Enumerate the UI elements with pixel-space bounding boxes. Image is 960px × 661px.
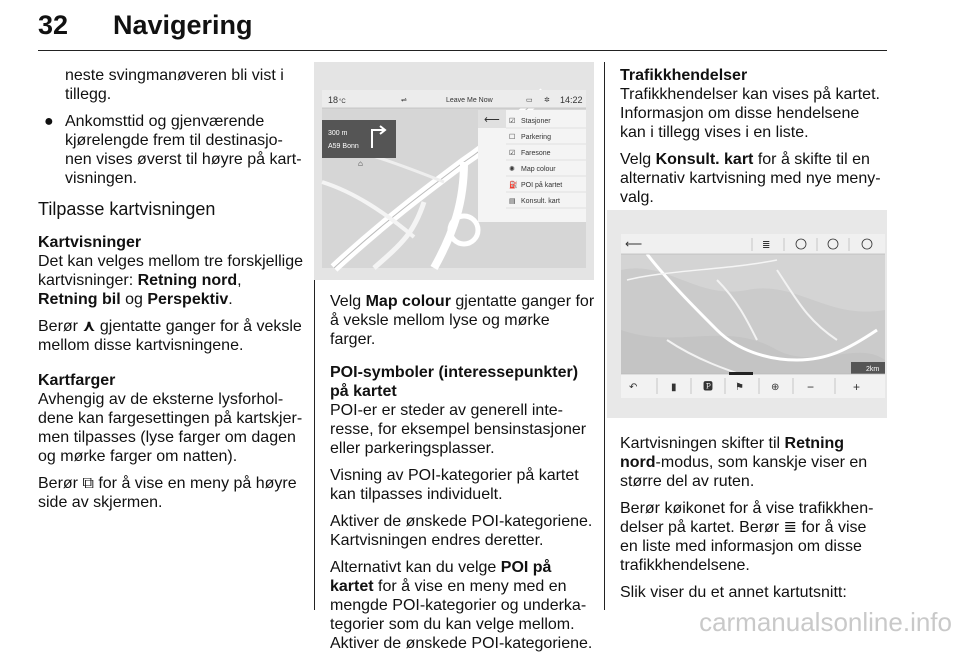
fuel-icon[interactable]: ▮ [671,382,677,393]
poi-filter-icon[interactable]: ⚑ [735,382,744,393]
menu-icon: ⧉ [82,475,94,492]
back-arrow-icon-2[interactable]: ⟵ [625,237,643,251]
active-tab-indicator [729,372,753,375]
list-icon: ≣ [783,519,798,536]
paragraph-traffic-list: Berør køikonet for å vise trafikkhen-delser på kartet. Berør ≣ for å vise en liste med informasjon om disse trafikkhendelsene. [620,500,874,574]
checkbox-empty-icon: ☐ [509,134,516,141]
back-arrow-icon[interactable]: ⟵ [484,114,500,126]
watermark: carmanualsonline.info [699,607,952,637]
paragraph-other-view: Slik viser du et annet kartutsnitt: [620,584,847,601]
traffic-list-icon[interactable]: ≣ [762,240,771,251]
zoom-in-icon[interactable]: + [853,380,861,394]
paragraph-poi-intro: POI-er er steder av generell inte-resse, for eksempel bensinstasjoner eller parkeringsplasser. [330,402,587,457]
menu-item-poi[interactable]: POI på kartet [521,182,563,189]
column-2 [330,292,596,661]
turn-distance: 300 m [328,130,348,137]
page-title: Navigering [113,10,253,40]
map-view-icon: ⋏ [82,318,96,335]
paragraph-poi-menu: Alternativt kan du velge POI på kartet for å vise en meny med en mengde POI-kategorier og underka-tegorier som du kan velge mellom. Aktiver de ønskede POI-kategoriene. [330,559,593,652]
paragraph-traffic: Trafikkhendelser kan vises på kartet. Informasjon om disse hendelsene kan i tillegg vises i en liste. [620,86,880,141]
parking-icon[interactable]: 🅿 [703,382,713,393]
paragraph-map-colour: Velg Map colour gjentatte ganger for å veksle mellom lyse og mørke farger. [330,293,595,348]
usb-icon: ⇌ [401,97,407,104]
map-icon: ▤ [509,198,516,205]
column-3 [620,66,888,215]
heading-poi: POI-symboler (interessepunkter) på kartet [330,364,579,400]
column-divider-2 [604,62,605,610]
paragraph-kartvisninger: Det kan velges mellom tre forskjellige kartvisninger: Retning nord, Retning bil og Perspektiv. [38,253,303,308]
paragraph-menu: Berør ⧉ for å vise en meny på høyre side av skjermen. [38,475,297,511]
screenshot-konsult-kart [607,210,887,418]
bullet-item [38,112,304,188]
temperature-unit: °C [339,99,346,105]
screenshot-map-colour [314,62,594,280]
header-rule [38,50,887,51]
menu-item-faresone[interactable]: Faresone [521,150,551,157]
heading-traffic: Trafikkhendelser [620,67,748,84]
map-screen-2 [607,210,887,418]
column-1 [38,66,304,520]
sun-icon: ✺ [509,166,515,173]
menu-item-konsult[interactable]: Konsult. kart [521,198,560,205]
checkbox-checked-icon: ☑ [509,118,516,125]
column-3-lower [620,434,888,610]
bullet-dot: ● [44,113,54,130]
bullet-text: Ankomsttid og gjenværende kjørelengde frem til destinasjo-nen vises øverst til høyre på kart-visningen. [65,113,302,187]
paragraph-north-mode: Kartvisningen skifter til Retning nord-modus, som kanskje viser en større del av ruten. [620,435,868,490]
page-number: 32 [38,10,69,40]
temperature: 18 [328,95,339,105]
paragraph-poi-activate: Aktiver de ønskede POI-kategoriene. Kartvisningen endres deretter. [330,513,593,549]
map-screen-1 [314,62,594,280]
checkbox-checked-icon: ☑ [509,150,516,157]
heading-kartfarger: Kartfarger [38,372,116,389]
continued-text: neste svingmanøveren bli vist i tillegg. [65,67,284,103]
paragraph-konsult: Velg Konsult. kart for å skifte til en alternativ kartvisning med nye meny-valg. [620,151,881,206]
center-icon[interactable]: ⊕ [771,382,780,393]
paragraph-poi-custom: Visning av POI-kategorier på kartet kan tilpasses individuelt. [330,467,579,503]
map-scale: 2km [866,366,880,373]
clock: 14:22 [560,95,583,105]
menu-item-parkering[interactable]: Parkering [521,134,551,141]
menu-item-stasjoner[interactable]: Stasjoner [521,118,551,125]
section-heading: Tilpasse kartvisningen [38,199,216,219]
undo-icon[interactable]: ↶ [629,382,638,393]
paragraph-kartfarger: Avhengig av de eksterne lysforhol-dene kan fargesettingen på kartskjer-men tilpasses (lyse farger om dagen og mørke farger om natten). [38,391,303,465]
menu-item-map-colour[interactable]: Map colour [521,166,556,173]
map-pin-icon: ⌂ [358,159,363,168]
leave-me-now: Leave Me Now [446,97,493,104]
phone-icon: ▭ [526,97,533,104]
gear-icon: ✲ [544,97,550,104]
poi-icon: ⛽ [509,182,518,189]
heading-kartvisninger: Kartvisninger [38,234,142,251]
zoom-out-icon[interactable]: − [807,380,815,394]
paragraph-toggle-view: Berør ⋏ gjentatte ganger for å veksle mellom disse kartvisningene. [38,318,302,354]
turn-street: A59 Bonn [328,143,359,150]
